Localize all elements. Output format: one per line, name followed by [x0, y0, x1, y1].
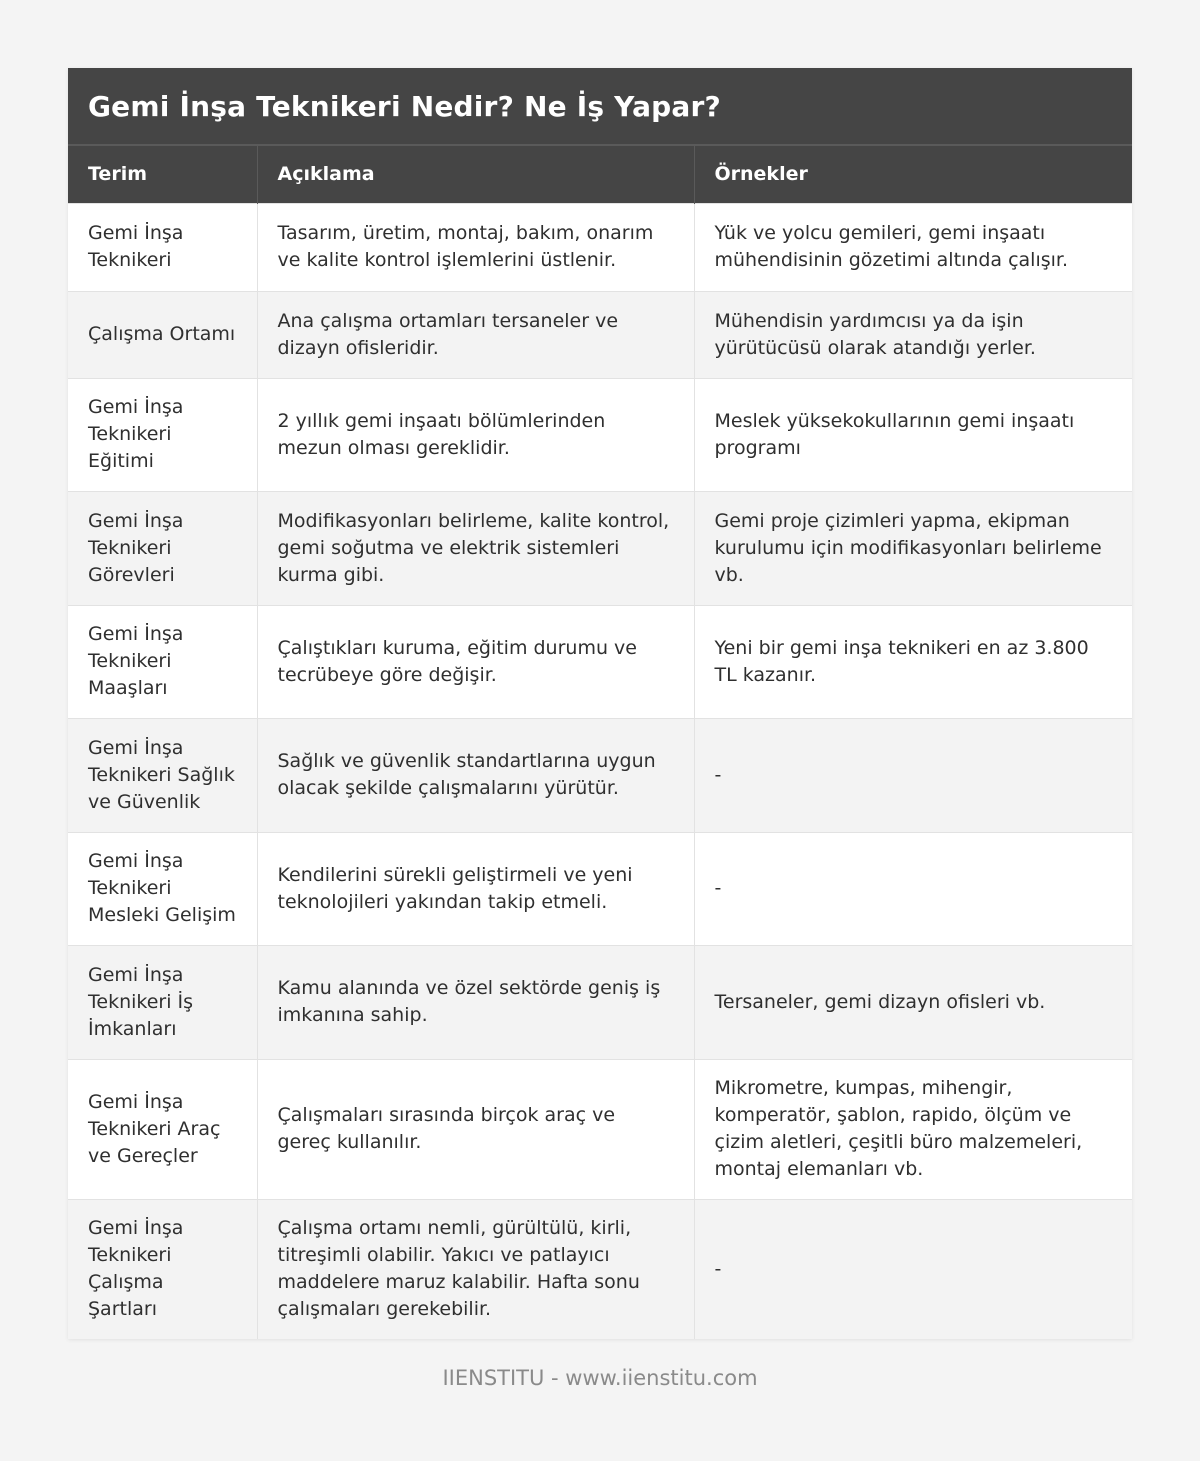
cell-description: 2 yıllık gemi inşaatı bölümlerinden mezun olması gereklidir.: [257, 378, 694, 491]
table-header-row: [68, 145, 1132, 203]
table-row: [68, 718, 1132, 832]
cell-examples: Meslek yüksekokullarının gemi inşaatı programı: [694, 378, 1132, 491]
column-header-term: Terim: [68, 145, 257, 203]
cell-examples: -: [694, 1199, 1132, 1339]
cell-term: Gemi İnşa Teknikeri Mesleki Gelişim: [68, 832, 257, 945]
table-row: [68, 605, 1132, 718]
cell-description: Tasarım, üretim, montaj, bakım, onarım ve kalite kontrol işlemlerini üstlenir.: [257, 203, 694, 291]
column-header-examples: Örnekler: [694, 145, 1132, 203]
cell-examples: Yük ve yolcu gemileri, gemi inşaatı mühendisinin gözetimi altında çalışır.: [694, 203, 1132, 291]
cell-description: Çalışmaları sırasında birçok araç ve gereç kullanılır.: [257, 1059, 694, 1199]
cell-description: Sağlık ve güvenlik standartlarına uygun olacak şekilde çalışmalarını yürütür.: [257, 718, 694, 832]
table-row: [68, 378, 1132, 491]
table-row: [68, 1059, 1132, 1199]
cell-description: Ana çalışma ortamları tersaneler ve dizayn ofisleridir.: [257, 291, 694, 378]
info-table: [68, 144, 1132, 1339]
footer-credit: IIENSTITU - www.iienstitu.com: [442, 1366, 758, 1390]
table-row: [68, 203, 1132, 291]
cell-examples: Yeni bir gemi inşa teknikeri en az 3.800 TL kazanır.: [694, 605, 1132, 718]
cell-examples: Mühendisin yardımcısı ya da işin yürütücüsü olarak atandığı yerler.: [694, 291, 1132, 378]
column-header-description: Açıklama: [257, 145, 694, 203]
cell-term: Gemi İnşa Teknikeri Sağlık ve Güvenlik: [68, 718, 257, 832]
cell-description: Çalıştıkları kuruma, eğitim durumu ve tecrübeye göre değişir.: [257, 605, 694, 718]
table-row: [68, 491, 1132, 605]
cell-term: Gemi İnşa Teknikeri Görevleri: [68, 491, 257, 605]
cell-term: Gemi İnşa Teknikeri Çalışma Şartları: [68, 1199, 257, 1339]
cell-description: Modifikasyonları belirleme, kalite kontrol, gemi soğutma ve elektrik sistemleri kurma gibi.: [257, 491, 694, 605]
cell-description: Çalışma ortamı nemli, gürültülü, kirli, titreşimli olabilir. Yakıcı ve patlayıcı maddelere maruz kalabilir. Hafta sonu çalışmaları gerekebilir.: [257, 1199, 694, 1339]
cell-term: Gemi İnşa Teknikeri Maaşları: [68, 605, 257, 718]
cell-term: Gemi İnşa Teknikeri: [68, 203, 257, 291]
table-row: [68, 832, 1132, 945]
cell-term: Gemi İnşa Teknikeri İş İmkanları: [68, 945, 257, 1059]
content-card: [68, 68, 1132, 1339]
cell-examples: Tersaneler, gemi dizayn ofisleri vb.: [694, 945, 1132, 1059]
page-title: Gemi İnşa Teknikeri Nedir? Ne İş Yapar?: [88, 89, 721, 123]
table-row: [68, 945, 1132, 1059]
title-bar: [68, 68, 1132, 144]
cell-term: Gemi İnşa Teknikeri Eğitimi: [68, 378, 257, 491]
cell-description: Kamu alanında ve özel sektörde geniş iş imkanına sahip.: [257, 945, 694, 1059]
cell-examples: Gemi proje çizimleri yapma, ekipman kurulumu için modifikasyonları belirleme vb.: [694, 491, 1132, 605]
cell-examples: -: [694, 718, 1132, 832]
cell-term: Çalışma Ortamı: [68, 291, 257, 378]
table-row: [68, 291, 1132, 378]
cell-term: Gemi İnşa Teknikeri Araç ve Gereçler: [68, 1059, 257, 1199]
table-row: [68, 1199, 1132, 1339]
cell-description: Kendilerini sürekli geliştirmeli ve yeni teknolojileri yakından takip etmeli.: [257, 832, 694, 945]
cell-examples: Mikrometre, kumpas, mihengir, komperatör, şablon, rapido, ölçüm ve çizim aletleri, çeşitli büro malzemeleri, montaj elemanları vb.: [694, 1059, 1132, 1199]
cell-examples: -: [694, 832, 1132, 945]
